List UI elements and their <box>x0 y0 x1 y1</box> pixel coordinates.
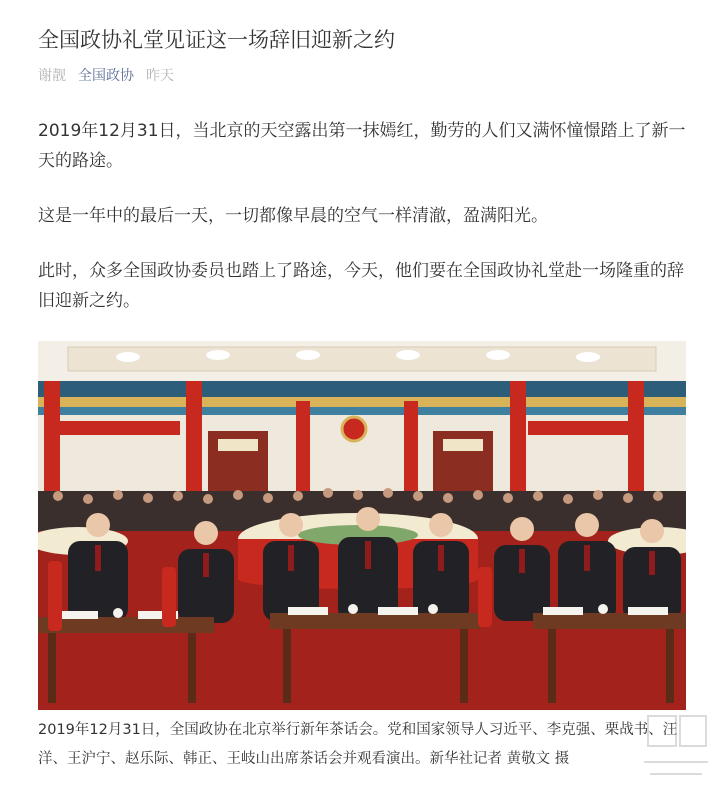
author-name: 谢靓 <box>38 68 66 84</box>
account-link[interactable]: 全国政协 <box>78 68 134 84</box>
watermark-logo-icon <box>640 712 712 788</box>
article-title: 全国政协礼堂见证这一场辞旧迎新之约 <box>38 28 395 52</box>
paragraph-3: 此时，众多全国政协委员也踏上了路途，今天，他们要在全国政协礼堂赴一场隆重的辞旧迎新之约。 <box>38 261 684 311</box>
photo-caption: 2019年12月31日，全国政协在北京举行新年茶话会。党和国家领导人习近平、李克强、栗战书、汪洋、王沪宁、赵乐际、韩正、王岐山出席茶话会并观看演出。新华社记者 黄敬文 摄 <box>38 722 678 767</box>
article-meta <box>38 66 186 86</box>
paragraph-1: 2019年12月31日，当北京的天空露出第一抹嫣红，勤劳的人们又满怀憧憬踏上了新一天的路途。 <box>38 121 686 171</box>
paragraph-2: 这是一年中的最后一天，一切都像早晨的空气一样清澈，盈满阳光。 <box>38 206 548 226</box>
publish-time: 昨天 <box>146 68 174 84</box>
photo-illustration <box>38 341 686 710</box>
article-photo[interactable] <box>38 341 686 710</box>
